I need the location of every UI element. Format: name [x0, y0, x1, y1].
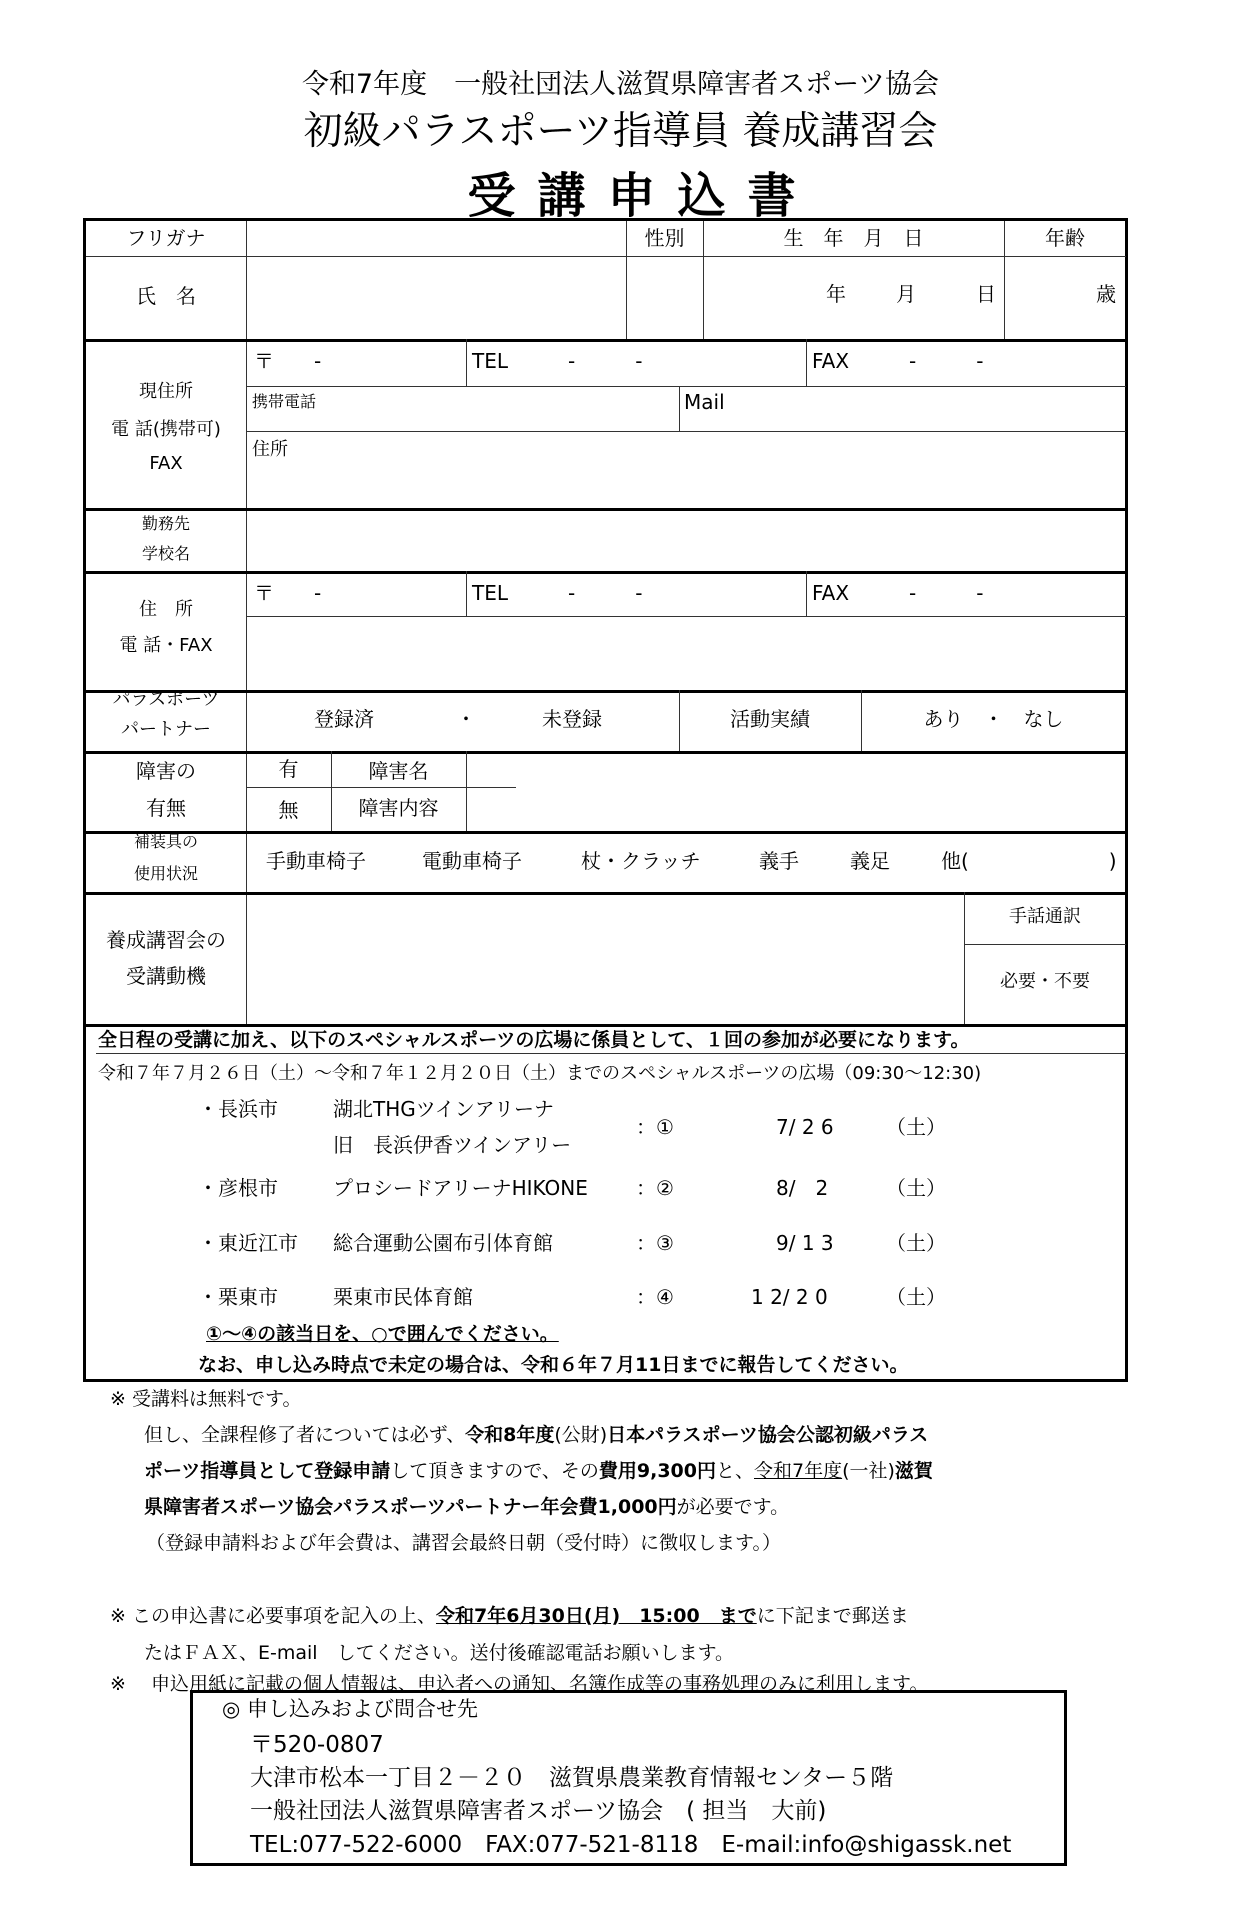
tel-field[interactable]: TEL - -: [472, 349, 643, 373]
venue-city: ・長浜市: [198, 1097, 278, 1121]
fee-year-2: 令和7年度: [754, 1460, 843, 1482]
partner-label-2: パートナー: [121, 719, 211, 740]
address-label-2: 電 話(携帯可): [111, 419, 221, 440]
mobile-field[interactable]: 携帯電話: [252, 392, 317, 411]
venue-name: 湖北THGツインアリーナ: [333, 1097, 554, 1121]
birth-year-unit: 年: [826, 282, 846, 306]
fee-detail-line3: [144, 1494, 789, 1520]
contact-postal: 〒520-0807: [250, 1732, 384, 1758]
gender-label: 性別: [644, 226, 685, 250]
fee-detail-line2: [144, 1458, 933, 1484]
motive-field[interactable]: [248, 895, 962, 1022]
name-label: 氏 名: [136, 284, 196, 308]
fee-amount: 費用9,300円: [598, 1460, 716, 1482]
fee-text: して頂きますので、その: [390, 1460, 599, 1482]
work-address-label-2: 電 話・FAX: [119, 635, 213, 656]
fee-org-type: (一社): [842, 1460, 895, 1482]
header-org-line: 令和7年度 一般社団法人滋賀県障害者スポーツ協会: [301, 69, 940, 100]
venue-number[interactable]: ：③: [636, 1231, 674, 1255]
venue-date: 7/ 2 6: [776, 1115, 834, 1139]
birthdate-label: 生 年 月 日: [783, 226, 924, 250]
contact-title: ◎ 申し込みおよび問合せ先: [222, 1697, 478, 1721]
venue-name-former: 旧 長浜伊香ツインアリー: [333, 1133, 572, 1157]
address-field[interactable]: 住所: [252, 439, 288, 460]
submission-deadline: 令和7年6月30日(月) 15:00 まで: [435, 1605, 757, 1627]
disability-detail-field[interactable]: [468, 753, 1124, 829]
fee-org-type: (公財): [554, 1424, 608, 1446]
work-label-2: 学校名: [141, 544, 190, 563]
fee-text: と、: [715, 1460, 754, 1482]
name-field[interactable]: [248, 259, 624, 337]
venue-city: ・東近江市: [198, 1231, 298, 1255]
motive-label-1: 養成講習会の: [106, 928, 226, 952]
mail-field[interactable]: Mail: [684, 390, 725, 414]
equipment-label-1: 補装具の: [133, 832, 198, 851]
birth-day-unit: 日: [976, 282, 996, 306]
fee-registration: ポーツ指導員として登録申請: [144, 1460, 391, 1482]
fee-org: 日本パラスポーツ協会公認初級パラス: [607, 1424, 929, 1446]
venue-name: 栗東市民体育館: [333, 1285, 473, 1309]
venue-number[interactable]: ：①: [636, 1115, 674, 1139]
deadline-note: なお、申し込み時点で未定の場合は、令和６年７月11日までに報告してください。: [198, 1354, 909, 1376]
furigana-field[interactable]: [248, 223, 624, 255]
fee-note: ※ 受講料は無料です。: [110, 1388, 302, 1410]
address-label-3: FAX: [149, 453, 183, 474]
fee-collection-note: （登録申請料および年会費は、講習会最終日朝（受付時）に徴収します。）: [146, 1532, 781, 1554]
unregistered-option[interactable]: 未登録: [542, 707, 602, 731]
form-title: 受講申込書: [467, 168, 818, 224]
disability-no-option[interactable]: 無: [278, 798, 299, 822]
other-equipment-option[interactable]: 他( ): [941, 849, 1117, 873]
birth-month-unit: 月: [896, 282, 916, 306]
address-label-1: 現住所: [139, 381, 193, 402]
submission-line2: たはＦＡＸ、E-mail してください。送付後確認電話お願いします。: [144, 1642, 735, 1664]
disability-yes-option[interactable]: 有: [278, 757, 299, 781]
activity-label: 活動実績: [730, 707, 810, 731]
disability-content-label: 障害内容: [358, 796, 439, 820]
postal-field[interactable]: 〒 -: [254, 349, 322, 373]
page-title: 初級パラスポーツ指導員 養成講習会: [303, 109, 938, 154]
work-label-1: 勤務先: [141, 514, 190, 533]
activity-yes-no[interactable]: あり ・ なし: [923, 707, 1064, 731]
fee-detail-line1: [144, 1422, 928, 1448]
gender-field[interactable]: [628, 259, 701, 337]
disability-label-2: 有無: [146, 796, 186, 820]
submission-text: に下記まで郵送ま: [756, 1605, 909, 1627]
furigana-label: フリガナ: [126, 226, 206, 250]
electric-wheelchair-option[interactable]: 電動車椅子: [422, 849, 522, 873]
fax-field[interactable]: FAX - -: [812, 349, 984, 373]
submission-line1: [110, 1603, 909, 1629]
contact-address: 大津市松本一丁目２－２０ 滋賀県農業教育情報センター５階: [250, 1765, 894, 1791]
venue-name: プロシードアリーナHIKONE: [333, 1176, 588, 1200]
schedule-headline: 全日程の受講に加え、以下のスペシャルスポーツの広場に係員として、１回の参加が必要になります。: [98, 1029, 970, 1051]
prosthetic-leg-option[interactable]: 義足: [850, 849, 890, 873]
annual-fee: 県障害者スポーツ協会パラスポーツパートナー年会費1,000円: [144, 1496, 677, 1518]
work-postal-field[interactable]: 〒 -: [254, 581, 322, 605]
registered-option[interactable]: 登録済: [314, 707, 374, 731]
sign-interpretation-option[interactable]: 必要・不要: [1000, 971, 1090, 992]
venue-day: （土）: [886, 1115, 946, 1139]
disability-label-1: 障害の: [136, 759, 196, 783]
venue-city: ・栗東市: [198, 1285, 278, 1309]
venue-date: 1 2/ 2 0: [751, 1285, 828, 1309]
circle-instruction: ①～④の該当日を、○で囲んでください。: [206, 1323, 559, 1345]
motive-label-2: 受講動機: [126, 964, 206, 988]
disability-name-label: 障害名: [368, 759, 429, 783]
venue-number[interactable]: ：②: [636, 1176, 674, 1200]
partner-label-1: パラスポーツ: [112, 689, 220, 710]
sign-interpretation-label: 手話通訳: [1009, 906, 1081, 927]
contact-phone[interactable]: TEL:077-522-6000 FAX:077-521-8118 E-mail:info@shigassk.net: [250, 1832, 1012, 1858]
workplace-field[interactable]: [248, 511, 1124, 569]
venue-name: 総合運動公園布引体育館: [333, 1231, 553, 1255]
venue-number[interactable]: ：④: [636, 1285, 674, 1309]
equipment-label-2: 使用状況: [133, 864, 198, 883]
work-address-field[interactable]: [248, 619, 1124, 689]
application-form: [83, 218, 1128, 1382]
manual-wheelchair-option[interactable]: 手動車椅子: [266, 849, 366, 873]
submission-text: ※ この申込書に必要事項を記入の上、: [110, 1605, 436, 1627]
venue-day: （土）: [886, 1176, 946, 1200]
partner-separator: ・: [456, 707, 476, 731]
fee-org-2: 滋賀: [894, 1460, 933, 1482]
venue-day: （土）: [886, 1285, 946, 1309]
venue-date: 9/ 1 3: [776, 1231, 834, 1255]
age-unit: 歳: [1096, 282, 1116, 306]
schedule-period: 令和７年７月２６日（土）～令和７年１２月２０日（土）までのスペシャルスポーツの広場（09:30～12:30): [98, 1063, 982, 1084]
privacy-note: ※ 申込用紙に記載の個人情報は、申込者への通知、名簿作成等の事務処理のみに利用します。: [110, 1673, 929, 1695]
work-address-label-1: 住 所: [139, 599, 193, 620]
age-label: 年齢: [1045, 226, 1085, 250]
cane-crutch-option[interactable]: 杖・クラッチ: [581, 849, 701, 873]
contact-org: 一般社団法人滋賀県障害者スポーツ協会 ( 担当 大前): [250, 1798, 827, 1824]
work-tel-field[interactable]: TEL - -: [472, 581, 643, 605]
prosthetic-hand-option[interactable]: 義手: [759, 849, 799, 873]
venue-city: ・彦根市: [198, 1176, 278, 1200]
fee-year: 令和8年度: [465, 1424, 555, 1446]
venue-day: （土）: [886, 1231, 946, 1255]
work-fax-field[interactable]: FAX - -: [812, 581, 984, 605]
fee-text: が必要です。: [676, 1496, 790, 1518]
fee-text: 但し、全課程修了者については必ず、: [144, 1424, 466, 1446]
venue-date: 8/ 2: [776, 1176, 829, 1200]
